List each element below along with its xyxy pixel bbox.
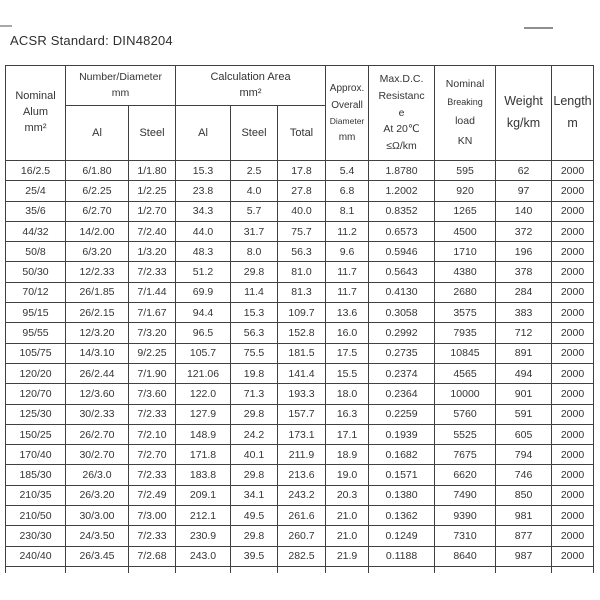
header-line: mm xyxy=(111,86,130,99)
table-cell: 2000 xyxy=(552,343,594,363)
acsr-spec-table xyxy=(5,65,594,573)
header-line: Alum xyxy=(22,106,49,119)
table-cell: 209.1 xyxy=(176,485,231,505)
table-row xyxy=(6,424,594,444)
table-cell: 0.1249 xyxy=(369,526,435,546)
table-cell: 2000 xyxy=(552,384,594,404)
table-cell: 196 xyxy=(496,242,552,262)
table-cell: 122.0 xyxy=(176,384,231,404)
table-cell: 20.3 xyxy=(326,485,369,505)
table-cell: 16/2.5 xyxy=(6,161,66,181)
table-cell: 9/2.25 xyxy=(129,343,176,363)
table-row xyxy=(6,465,594,485)
table-cell: 0.5946 xyxy=(369,242,435,262)
table-cell: 11.2 xyxy=(326,221,369,241)
table-row xyxy=(6,546,594,566)
table-row xyxy=(6,343,594,363)
table-cell: 7/1.67 xyxy=(129,303,176,323)
table-row xyxy=(6,262,594,282)
table-cell: 44.0 xyxy=(176,221,231,241)
header-length xyxy=(552,66,594,161)
table-cell: 51.2 xyxy=(176,262,231,282)
table-cell: 2000 xyxy=(552,181,594,201)
header-line: At 20℃ xyxy=(383,123,420,136)
table-cell: 746 xyxy=(496,465,552,485)
table-cell: 26/1.85 xyxy=(66,282,129,302)
table-cell: 987 xyxy=(496,546,552,566)
decorative-line-right xyxy=(524,27,553,29)
table-cell: 2000 xyxy=(552,161,594,181)
table-header xyxy=(6,66,594,161)
table-cell: 0.2259 xyxy=(369,404,435,424)
table-cell: 29.8 xyxy=(231,404,278,424)
table-cell: 12/2.33 xyxy=(66,262,129,282)
table-cell: 7/2.40 xyxy=(129,221,176,241)
header-line: e xyxy=(398,106,405,119)
table-cell: 260.7 xyxy=(278,526,326,546)
header-al-number: Al xyxy=(66,106,129,161)
table-cell-empty xyxy=(369,566,435,573)
header-number-diameter xyxy=(66,66,176,106)
table-cell: 157.7 xyxy=(278,404,326,424)
table-cell: 30/2.33 xyxy=(66,404,129,424)
table-cell: 19.8 xyxy=(231,363,278,383)
table-cell: 0.1362 xyxy=(369,506,435,526)
table-cell: 40.0 xyxy=(278,201,326,221)
table-cell: 7/3.60 xyxy=(129,384,176,404)
table-cell: 2000 xyxy=(552,465,594,485)
table-cell: 2000 xyxy=(552,404,594,424)
table-cell: 12/3.60 xyxy=(66,384,129,404)
table-cell: 11.7 xyxy=(326,262,369,282)
header-line: mm² xyxy=(24,121,47,134)
table-cell: 183.8 xyxy=(176,465,231,485)
table-cell: 29.8 xyxy=(231,262,278,282)
table-cell: 0.2735 xyxy=(369,343,435,363)
table-cell: 6620 xyxy=(435,465,496,485)
table-cell: 243.0 xyxy=(176,546,231,566)
header-line: Nominal xyxy=(445,77,485,90)
table-cell: 7675 xyxy=(435,445,496,465)
table-cell: 30/3.00 xyxy=(66,506,129,526)
table-cell-empty xyxy=(6,566,66,573)
table-cell: 17.1 xyxy=(326,424,369,444)
table-cell: 7/2.68 xyxy=(129,546,176,566)
header-line: Breaking xyxy=(447,97,483,108)
table-cell: 15.5 xyxy=(326,363,369,383)
header-line: load xyxy=(455,114,475,127)
header-line: Length xyxy=(553,94,592,109)
table-cell: 7935 xyxy=(435,323,496,343)
table-cell: 0.5643 xyxy=(369,262,435,282)
header-steel-number: Steel xyxy=(129,106,176,161)
table-cell: 9.6 xyxy=(326,242,369,262)
table-cell: 243.2 xyxy=(278,485,326,505)
table-cell: 48.3 xyxy=(176,242,231,262)
table-cell: 2000 xyxy=(552,242,594,262)
table-cell: 1/2.70 xyxy=(129,201,176,221)
table-cell: 173.1 xyxy=(278,424,326,444)
header-line: Overall xyxy=(331,100,363,112)
table-cell: 10000 xyxy=(435,384,496,404)
table-cell: 4565 xyxy=(435,363,496,383)
table-row xyxy=(6,526,594,546)
table-cell: 11.7 xyxy=(326,282,369,302)
table-cell: 26/2.44 xyxy=(66,363,129,383)
table-cell: 1/2.25 xyxy=(129,181,176,201)
table-cell: 2000 xyxy=(552,546,594,566)
table-cell: 5.7 xyxy=(231,201,278,221)
table-cell: 0.1380 xyxy=(369,485,435,505)
table-cell: 2000 xyxy=(552,424,594,444)
table-cell: 213.6 xyxy=(278,465,326,485)
table-cell: 26/3.20 xyxy=(66,485,129,505)
table-cell: 0.1939 xyxy=(369,424,435,444)
table-cell: 121.06 xyxy=(176,363,231,383)
table-cell: 34.1 xyxy=(231,485,278,505)
table-cell: 15.3 xyxy=(176,161,231,181)
table-cell: 7490 xyxy=(435,485,496,505)
table-cell: 6.8 xyxy=(326,181,369,201)
table-cell: 50/8 xyxy=(6,242,66,262)
table-cell: 2000 xyxy=(552,201,594,221)
table-cell: 5525 xyxy=(435,424,496,444)
table-cell: 8.1 xyxy=(326,201,369,221)
table-cell: 981 xyxy=(496,506,552,526)
table-cell: 2000 xyxy=(552,262,594,282)
table-cell: 95/55 xyxy=(6,323,66,343)
table-cell: 605 xyxy=(496,424,552,444)
header-line: mm xyxy=(338,131,356,143)
table-cell: 1265 xyxy=(435,201,496,221)
table-cell: 0.1682 xyxy=(369,445,435,465)
table-cell: 24.2 xyxy=(231,424,278,444)
table-cell: 591 xyxy=(496,404,552,424)
table-cell: 16.0 xyxy=(326,323,369,343)
table-cell: 140 xyxy=(496,201,552,221)
table-cell: 230.9 xyxy=(176,526,231,546)
table-cell: 0.1188 xyxy=(369,546,435,566)
table-cell: 11.4 xyxy=(231,282,278,302)
header-line: Number/Diameter xyxy=(79,71,162,84)
table-row xyxy=(6,445,594,465)
table-cell: 21.9 xyxy=(326,546,369,566)
table-cell: 5760 xyxy=(435,404,496,424)
table-cell: 6/1.80 xyxy=(66,161,129,181)
header-calculation-area xyxy=(176,66,326,106)
table-cell: 105/75 xyxy=(6,343,66,363)
table-cell: 7/2.10 xyxy=(129,424,176,444)
table-cell: 7/2.33 xyxy=(129,526,176,546)
table-cell: 901 xyxy=(496,384,552,404)
table-cell: 850 xyxy=(496,485,552,505)
table-cell: 21.0 xyxy=(326,526,369,546)
header-nominal-breaking-load xyxy=(435,66,496,161)
table-cell: 712 xyxy=(496,323,552,343)
table-cell: 7/3.20 xyxy=(129,323,176,343)
table-cell: 1/1.80 xyxy=(129,161,176,181)
table-cell: 282.5 xyxy=(278,546,326,566)
table-cell: 26/3.45 xyxy=(66,546,129,566)
table-cell: 18.9 xyxy=(326,445,369,465)
table-cell: 9390 xyxy=(435,506,496,526)
table-row xyxy=(6,282,594,302)
table-cell: 56.3 xyxy=(231,323,278,343)
table-cell: 125/30 xyxy=(6,404,66,424)
table-cell: 378 xyxy=(496,262,552,282)
table-cell: 2000 xyxy=(552,282,594,302)
table-cell: 6/2.25 xyxy=(66,181,129,201)
table-cell: 0.6573 xyxy=(369,221,435,241)
page-title: ACSR Standard: DIN48204 xyxy=(10,33,173,48)
table-cell: 0.2374 xyxy=(369,363,435,383)
table-cell: 34.3 xyxy=(176,201,231,221)
table-cell: 27.8 xyxy=(278,181,326,201)
table-row-partial xyxy=(6,566,594,573)
table-cell: 39.5 xyxy=(231,546,278,566)
table-cell: 7/2.33 xyxy=(129,404,176,424)
table-cell: 75.7 xyxy=(278,221,326,241)
table-cell: 29.8 xyxy=(231,526,278,546)
table-cell: 71.3 xyxy=(231,384,278,404)
table-cell: 7/1.90 xyxy=(129,363,176,383)
table-cell: 920 xyxy=(435,181,496,201)
table-cell-empty xyxy=(66,566,129,573)
table-cell: 240/40 xyxy=(6,546,66,566)
table-cell: 35/6 xyxy=(6,201,66,221)
table-cell: 26/2.70 xyxy=(66,424,129,444)
table-body xyxy=(6,161,594,574)
table-cell: 105.7 xyxy=(176,343,231,363)
table-cell: 69.9 xyxy=(176,282,231,302)
table-cell: 26/2.15 xyxy=(66,303,129,323)
table-cell: 26/3.0 xyxy=(66,465,129,485)
table-cell-empty xyxy=(326,566,369,573)
header-nominal-alum xyxy=(6,66,66,161)
table-cell: 0.2364 xyxy=(369,384,435,404)
table-cell: 81.0 xyxy=(278,262,326,282)
table-cell: 210/35 xyxy=(6,485,66,505)
table-cell: 16.3 xyxy=(326,404,369,424)
table-cell: 185/30 xyxy=(6,465,66,485)
table-cell: 7/1.44 xyxy=(129,282,176,302)
table-cell: 18.0 xyxy=(326,384,369,404)
table-cell: 7/2.33 xyxy=(129,262,176,282)
table-cell: 212.1 xyxy=(176,506,231,526)
table-cell: 8.0 xyxy=(231,242,278,262)
table-cell: 152.8 xyxy=(278,323,326,343)
table-row xyxy=(6,161,594,181)
table-cell: 24/3.50 xyxy=(66,526,129,546)
table-cell: 29.8 xyxy=(231,465,278,485)
header-line: Nominal xyxy=(15,90,56,103)
table-row xyxy=(6,384,594,404)
table-cell: 97 xyxy=(496,181,552,201)
table-cell: 44/32 xyxy=(6,221,66,241)
table-cell: 30/2.70 xyxy=(66,445,129,465)
table-cell: 2680 xyxy=(435,282,496,302)
table-cell: 230/30 xyxy=(6,526,66,546)
table-cell: 4500 xyxy=(435,221,496,241)
table-cell: 211.9 xyxy=(278,445,326,465)
decorative-line-left xyxy=(0,25,12,27)
header-line: Approx. xyxy=(329,83,365,95)
table-cell: 210/50 xyxy=(6,506,66,526)
table-cell-empty xyxy=(278,566,326,573)
table-cell: 284 xyxy=(496,282,552,302)
table-cell: 261.6 xyxy=(278,506,326,526)
table-cell: 62 xyxy=(496,161,552,181)
table-cell: 7/2.70 xyxy=(129,445,176,465)
table-cell: 50/30 xyxy=(6,262,66,282)
table-cell: 14/3.10 xyxy=(66,343,129,363)
header-line: Weight xyxy=(504,94,543,109)
table-cell: 95/15 xyxy=(6,303,66,323)
table-cell: 148.9 xyxy=(176,424,231,444)
table-cell: 0.3058 xyxy=(369,303,435,323)
table-cell: 7310 xyxy=(435,526,496,546)
table-cell: 794 xyxy=(496,445,552,465)
header-line: mm² xyxy=(239,86,262,99)
table-cell: 7/2.33 xyxy=(129,465,176,485)
table-cell: 171.8 xyxy=(176,445,231,465)
table-cell: 2000 xyxy=(552,445,594,465)
table-cell-empty xyxy=(176,566,231,573)
table-row xyxy=(6,201,594,221)
table-cell: 109.7 xyxy=(278,303,326,323)
table-cell: 1.8780 xyxy=(369,161,435,181)
table-cell: 383 xyxy=(496,303,552,323)
table-cell: 49.5 xyxy=(231,506,278,526)
table-cell: 595 xyxy=(435,161,496,181)
table-cell: 127.9 xyxy=(176,404,231,424)
table-cell: 5.4 xyxy=(326,161,369,181)
table-cell-empty xyxy=(496,566,552,573)
table-row xyxy=(6,506,594,526)
header-line: kg/km xyxy=(506,116,541,130)
table-cell: 17.5 xyxy=(326,343,369,363)
table-cell-empty xyxy=(129,566,176,573)
header-steel-area: Steel xyxy=(231,106,278,161)
table-cell: 40.1 xyxy=(231,445,278,465)
table-cell: 120/70 xyxy=(6,384,66,404)
header-line: m xyxy=(567,116,578,130)
table-cell: 2000 xyxy=(552,221,594,241)
header-line: Diameter xyxy=(329,116,365,127)
header-line: KN xyxy=(457,134,473,147)
table-cell: 75.5 xyxy=(231,343,278,363)
table-cell: 141.4 xyxy=(278,363,326,383)
table-cell: 7/2.49 xyxy=(129,485,176,505)
table-cell: 1.2002 xyxy=(369,181,435,201)
table-cell: 21.0 xyxy=(326,506,369,526)
table-cell: 56.3 xyxy=(278,242,326,262)
table-cell: 1/3.20 xyxy=(129,242,176,262)
header-row-1 xyxy=(6,66,594,106)
table-cell: 170/40 xyxy=(6,445,66,465)
table-row xyxy=(6,363,594,383)
header-line: Calculation Area xyxy=(210,70,291,83)
table-cell: 372 xyxy=(496,221,552,241)
header-weight xyxy=(496,66,552,161)
table-cell: 12/3.20 xyxy=(66,323,129,343)
table-cell: 3575 xyxy=(435,303,496,323)
table-cell: 193.3 xyxy=(278,384,326,404)
table-cell: 181.5 xyxy=(278,343,326,363)
table-row xyxy=(6,181,594,201)
table-cell: 8640 xyxy=(435,546,496,566)
table-cell: 31.7 xyxy=(231,221,278,241)
table-cell: 877 xyxy=(496,526,552,546)
table-cell-empty xyxy=(435,566,496,573)
table-cell: 14/2.00 xyxy=(66,221,129,241)
table-cell: 10845 xyxy=(435,343,496,363)
table-cell: 2.5 xyxy=(231,161,278,181)
table-cell: 2000 xyxy=(552,363,594,383)
table-row xyxy=(6,404,594,424)
table-cell: 70/12 xyxy=(6,282,66,302)
table-cell: 19.0 xyxy=(326,465,369,485)
table-cell: 15.3 xyxy=(231,303,278,323)
table-cell-empty xyxy=(231,566,278,573)
table-row xyxy=(6,221,594,241)
header-total-area: Total xyxy=(278,106,326,161)
table-cell: 81.3 xyxy=(278,282,326,302)
table-cell: 4380 xyxy=(435,262,496,282)
table-cell: 150/25 xyxy=(6,424,66,444)
table-cell: 2000 xyxy=(552,323,594,343)
table-cell: 17.8 xyxy=(278,161,326,181)
table-cell: 0.2992 xyxy=(369,323,435,343)
table-cell: 0.8352 xyxy=(369,201,435,221)
table-cell: 0.4130 xyxy=(369,282,435,302)
table-row xyxy=(6,323,594,343)
table-cell: 23.8 xyxy=(176,181,231,201)
table-cell: 2000 xyxy=(552,303,594,323)
table-cell: 1710 xyxy=(435,242,496,262)
table-cell: 7/3.00 xyxy=(129,506,176,526)
table-cell: 2000 xyxy=(552,506,594,526)
table-cell: 2000 xyxy=(552,485,594,505)
header-line: Resistanc xyxy=(378,89,425,102)
table-row xyxy=(6,485,594,505)
table-cell: 96.5 xyxy=(176,323,231,343)
header-line: Max.D.C. xyxy=(379,73,424,85)
table-cell: 6/3.20 xyxy=(66,242,129,262)
table-cell: 13.6 xyxy=(326,303,369,323)
table-row xyxy=(6,242,594,262)
table-cell: 25/4 xyxy=(6,181,66,201)
table-cell: 6/2.70 xyxy=(66,201,129,221)
header-line: ≤Ω/km xyxy=(386,140,417,153)
table-cell-empty xyxy=(552,566,594,573)
table-cell: 0.1571 xyxy=(369,465,435,485)
header-approx-overall-diameter xyxy=(326,66,369,161)
table-cell: 4.0 xyxy=(231,181,278,201)
table-row xyxy=(6,303,594,323)
table-cell: 94.4 xyxy=(176,303,231,323)
header-max-dc-resistance xyxy=(369,66,435,161)
table-cell: 120/20 xyxy=(6,363,66,383)
header-al-area: Al xyxy=(176,106,231,161)
table-cell: 891 xyxy=(496,343,552,363)
table-cell: 2000 xyxy=(552,526,594,546)
table-cell: 494 xyxy=(496,363,552,383)
